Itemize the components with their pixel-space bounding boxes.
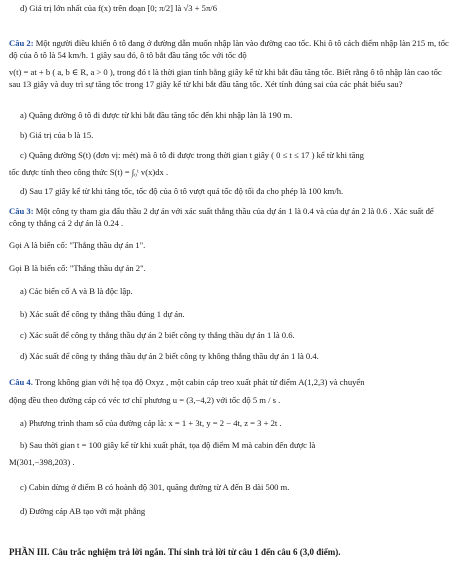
question-2-label: Câu 2: <box>9 38 34 48</box>
item-4c: c) Cabin dừng ở điểm B có hoành độ 301, quãng đường từ A đến B dài 500 m. <box>20 482 290 492</box>
event-a-def: Gọi A là biến cố: "Thắng thầu dự án 1". <box>9 240 146 250</box>
item-2d: d) Sau 17 giây kể từ khi tăng tốc, tốc độ của ô tô vượt quá tốc độ tối đa cho phép là 100 km/h. <box>20 186 344 196</box>
item-4d: d) Đường cáp AB tạo với mặt phẳng <box>20 506 146 516</box>
item-3a: a) Các biến cố A và B là độc lập. <box>20 286 133 296</box>
question-2-body: v(t) = at + b ( a, b ∈ R, a > 0 ), trong đó t là thời gian tính bằng giây kể từ khi bắt đầu tăng tốc. Biết rằng ô tô nhập làn cao tốc sau 13 giây và duy trì sự tăng tốc trong 17 giây kể từ khi bắt đầu tăng tốc. Xét tính đúng sai của các phát biểu sau? <box>9 67 442 89</box>
question-2-intro: Câu 2: Một người điều khiển ô tô đang ở đường dẫn muốn nhập làn vào đường cao tốc. Khi ô tô cách điểm nhập làn 215 m, tốc độ của ô tô là 54 km/h. 1 giây sau đó, ô tô bắt đầu tăng tốc với tốc độ <box>9 38 449 60</box>
item-4a: a) Phương trình tham số của đường cáp là: x = 1 + 3t, y = 2 − 4t, z = 3 + 2t . <box>20 418 282 428</box>
event-b-def: Gọi B là biến cố: "Thắng thầu dự án 2". <box>9 263 146 273</box>
item-4b-cont: M(301,−398,203) . <box>9 457 75 467</box>
question-3-intro: Câu 3: Một công ty tham gia đấu thầu 2 dự án với xác suất thắng thầu của dự án 1 là 0.4 và của dự án 2 là 0.6 . Xác suất để công ty thắng cả 2 dự án là 0.24 . <box>9 206 434 228</box>
item-3b: b) Xác suất để công ty thắng thầu đúng 1 dự án. <box>20 309 185 319</box>
part-3-heading: PHẦN III. Câu trắc nghiệm trả lời ngắn. Thí sinh trả lời từ câu 1 đến câu 6 (3,0 điểm). <box>9 547 341 557</box>
item-4b: b) Sau thời gian t = 100 giây kể từ khi xuất phát, tọa độ điểm M mà cabin đến được là <box>20 440 316 450</box>
item-3c: c) Xác suất để công ty thắng thầu dự án 2 biết công ty thắng thầu dự án 1 là 0.6. <box>20 330 295 340</box>
item-2c: c) Quãng đường S(t) (đơn vị: mét) mà ô tô đi được trong thời gian t giây ( 0 ≤ t ≤ 17 ) kể từ khi tăng <box>20 150 364 160</box>
item-2c-cont: tốc được tính theo công thức S(t) = ∫₀ᵗ v(x)dx . <box>9 167 169 177</box>
question-4-label: Câu 4. <box>9 377 33 387</box>
item-1d: d) Giá trị lớn nhất của f(x) trên đoạn [0; π/2] là √3 + 5π/6 <box>20 3 217 13</box>
question-4-intro: Câu 4. Trong không gian với hệ tọa độ Oxyz , một cabin cáp treo xuất phát từ điểm A(1,2,3) và chuyển <box>9 377 365 387</box>
item-2a: a) Quãng đường ô tô đi được từ khi bắt đầu tăng tốc đến khi nhập làn là 190 m. <box>20 110 293 120</box>
question-4-body: động đều theo đường cáp có véc tơ chỉ phương u = (3,−4,2) với tốc độ 5 m / s . <box>9 395 281 405</box>
item-3d: d) Xác suất để công ty thắng thầu dự án 2 biết công ty không thắng thầu dự án 1 là 0.4. <box>20 351 319 361</box>
item-2b: b) Giá trị của b là 15. <box>20 130 94 140</box>
question-3-label: Câu 3: <box>9 206 34 216</box>
